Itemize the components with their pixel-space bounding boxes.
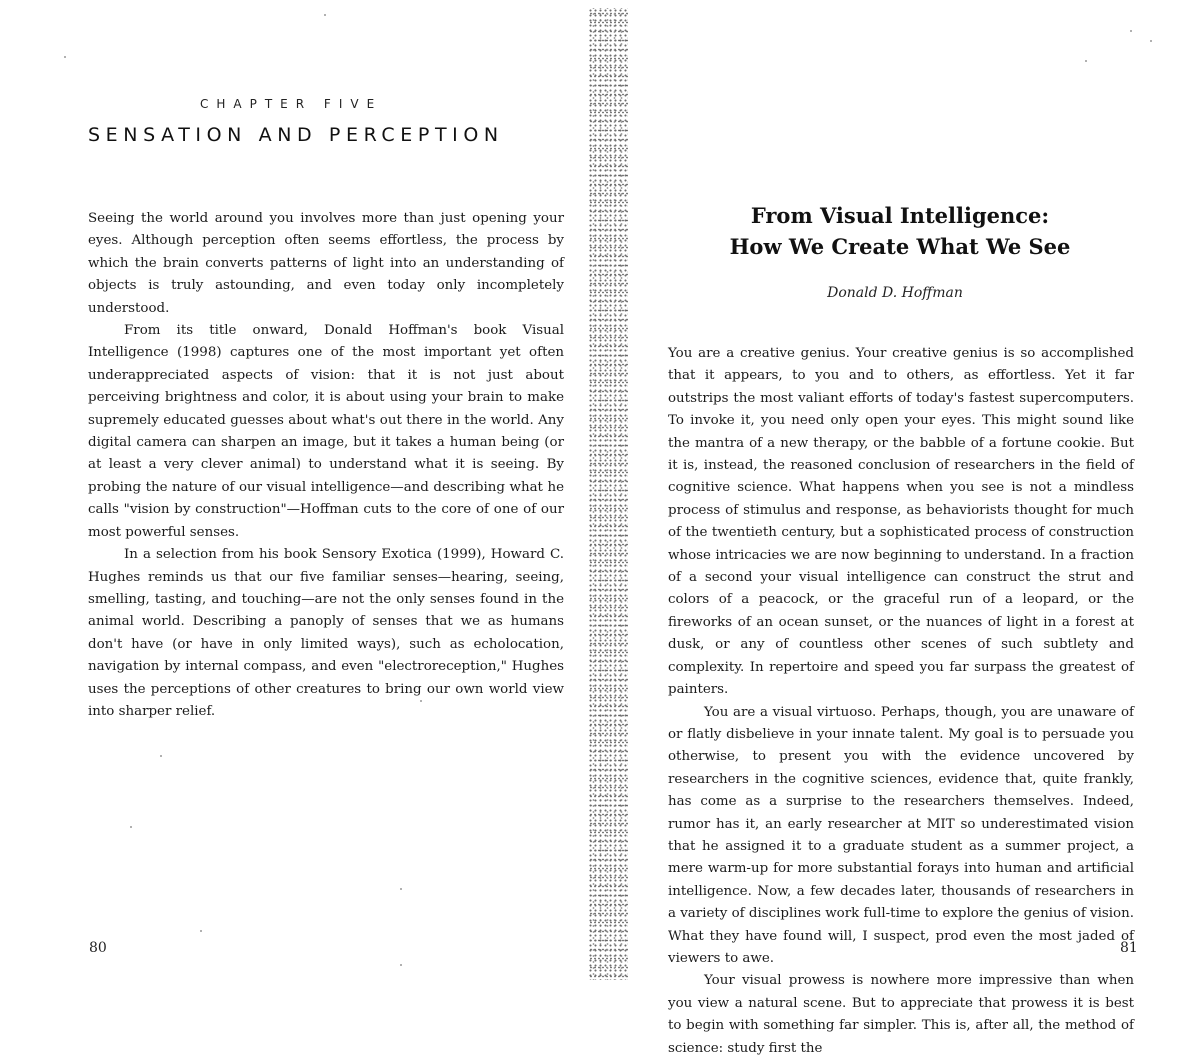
scan-speck (400, 888, 402, 890)
article-body-text (668, 343, 1134, 1060)
chapter-title: SENSATION AND PERCEPTION (88, 124, 504, 146)
intro-paragraph: Seeing the world around you involves more than just opening your eyes. Although perception often seems effortless, the process by which the brain converts patterns of light into an understanding of objects is truly astounding, and even today only incompletely understood. (88, 211, 564, 316)
scan-speck (1085, 60, 1087, 62)
left-page (0, 0, 590, 988)
page-number: 80 (89, 940, 107, 956)
chapter-intro-text (88, 208, 564, 723)
scan-speck (420, 700, 422, 702)
page-number: 81 (1120, 940, 1138, 956)
scan-speck (130, 826, 132, 828)
article-author: Donald D. Hoffman (827, 285, 963, 301)
scan-speck (64, 56, 66, 58)
scan-speck (160, 755, 162, 757)
chapter-label: CHAPTER FIVE (200, 97, 383, 111)
article-paragraph: You are a creative genius. Your creative genius is so accomplished that it appears, to you and to others, as effortless. Yet it far outstrips the most valiant efforts of today's fastest supercomputers. To invoke it, you need only open your eyes. This might sound like the mantra of a new therapy, or the babble of a fortune cookie. But it is, instead, the reasoned conclusion of researchers in the field of cognitive science. What happens when you see is not a mindless process of stimulus and response, as behaviorists thought for much of the twentieth century, but a sophisticated process of construction whose intricacies we are now beginning to understand. In a fraction of a second your visual intelligence can construct the strut and colors of a peacock, or the graceful run of a leopard, or the fireworks of an ocean sunset, or the nuances of light in a forest at dusk, or any of countless other scenes of such subtlety and complexity. In repertoire and speed you far surpass the greatest of painters. (668, 346, 1134, 698)
intro-paragraph: From its title onward, Donald Hoffman's book Visual Intelligence (1998) captures one of the most important yet often underappreciated aspects of vision: that it is not just about perceiving brightness and color, it is about using your brain to make supremely educated guesses about what's out there in the world. Any digital camera can sharpen an image, but it takes a human being (or at least a very clever animal) to understand what it is seeing. By probing the nature of our visual intelligence—and describing what he calls "vision by construction"—Hoffman cuts to the core of one of our most powerful senses. (88, 323, 564, 540)
article-paragraph: Your visual prowess is nowhere more impressive than when you view a natural scene. But to appreciate that prowess it is best to begin with something far simpler. This is, after all, the method of science: study first the (668, 973, 1134, 1056)
scan-speck (1150, 40, 1152, 42)
article-title-line: How We Create What We See (729, 234, 1071, 259)
scan-speck (1130, 30, 1132, 32)
scan-speck (200, 930, 202, 932)
article-title (700, 200, 1100, 262)
article-paragraph: You are a visual virtuoso. Perhaps, though, you are unaware of or flatly disbelieve in your innate talent. My goal is to persuade you otherwise, to present you with the evidence uncovered by researchers in the cognitive sciences, evidence that, quite frankly, has come as a surprise to the researchers themselves. Indeed, rumor has it, an early researcher at MIT so underestimated vision that he assigned it to a graduate student as a summer project, a mere warm-up for more substantial forays into human and artificial intelligence. Now, a few decades later, thousands of researchers in a variety of disciplines work full-time to explore the genius of vision. What they have found will, I suspect, prod even the most jaded of viewers to awe. (668, 704, 1134, 966)
scan-speck (400, 964, 402, 966)
scan-speck (324, 14, 326, 16)
article-title-line: From Visual Intelligence: (750, 203, 1050, 228)
intro-paragraph: In a selection from his book Sensory Exotica (1999), Howard C. Hughes reminds us that our five familiar senses—hearing, seeing, smelling, tasting, and touching—are not the only senses found in the animal world. Describing a panoply of senses that we as humans don't have (or have in only limited ways), such as echolocation, navigation by internal compass, and even "electroreception," Hughes uses the perceptions of other creatures to bring our own world view into sharper relief. (88, 547, 564, 719)
